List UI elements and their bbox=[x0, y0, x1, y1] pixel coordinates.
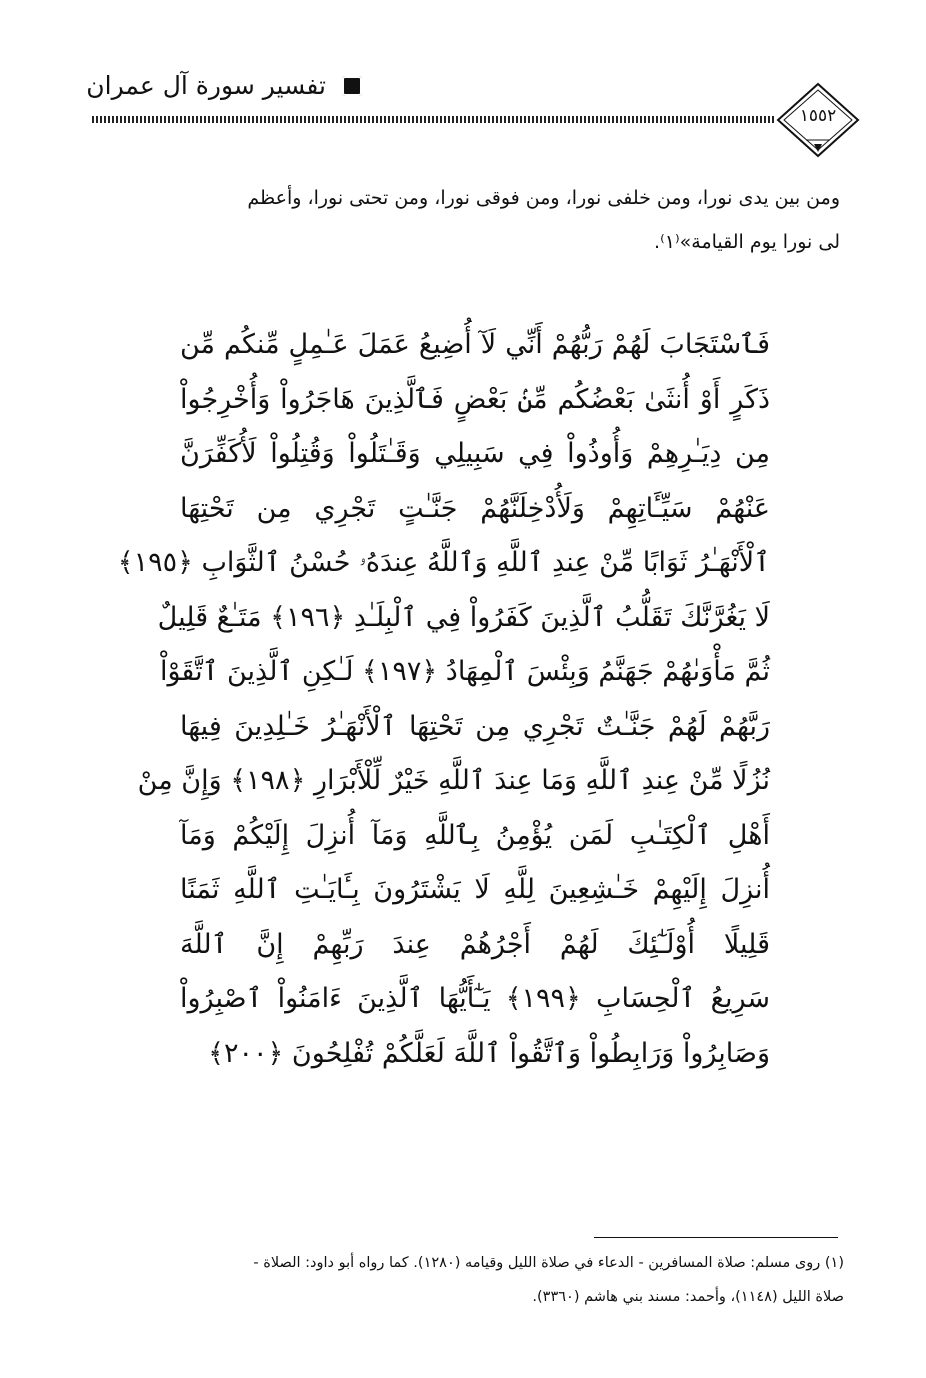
footnote-line: (١) روى مسلم: صلاة المسافرين - الدعاء في صلاة الليل وقيامه (١٢٨٠). كما رواه أبو داود: الصلاة - bbox=[253, 1255, 844, 1271]
verse-line: عَنْهُمْ سَيِّـَٔاتِهِمْ وَلَأُدْخِلَنَّهُمْ جَنَّـٰتٍ تَجْرِي مِن تَحْتِهَا bbox=[180, 492, 770, 524]
header-title: تفسير سورة آل عمران bbox=[86, 71, 326, 100]
page-number-badge bbox=[776, 82, 860, 162]
verse-line: ذَكَرٍ أَوْ أُنثَىٰ بَعْضُكُم مِّنۢ بَعْضٍ فَٱلَّذِينَ هَاجَرُواْ وَأُخْرِجُواْ bbox=[180, 383, 770, 415]
verse-line: ثُمَّ مَأْوَىٰهُمْ جَهَنَّمُ وَبِئْسَ ٱلْمِهَادُ ﴿١٩٧﴾ لَـٰكِنِ ٱلَّذِينَ ٱتَّقَوْاْ bbox=[159, 656, 770, 687]
header-rule bbox=[92, 116, 776, 123]
verse-line: رَبَّهُمْ لَهُمْ جَنَّـٰتٌ تَجْرِي مِن تَحْتِهَا ٱلْأَنْهَـٰرُ خَـٰلِدِينَ فِيهَا bbox=[180, 710, 770, 742]
running-header bbox=[82, 66, 362, 106]
footnote bbox=[84, 1246, 844, 1314]
ornament-icon bbox=[342, 76, 362, 96]
verse-line: فَٱسْتَجَابَ لَهُمْ رَبُّهُمْ أَنِّي لَآ أُضِيعُ عَمَلَ عَـٰمِلٍ مِّنكُم مِّن bbox=[180, 329, 770, 360]
verse-line: نُزُلًا مِّنْ عِندِ ٱللَّهِ وَمَا عِندَ ٱللَّهِ خَيْرٌ لِّلْأَبْرَارِ ﴿١٩٨﴾ وَإِنَّ مِنْ bbox=[137, 765, 770, 796]
intro-text bbox=[100, 176, 840, 264]
footnote-line: صلاة الليل (١١٤٨)، وأحمد: مسند بني هاشم (٣٣٦٠). bbox=[532, 1289, 844, 1305]
footnote-rule bbox=[594, 1237, 838, 1238]
verse-line: مِن دِيَـٰرِهِمْ وَأُوذُواْ فِي سَبِيلِي وَقَـٰتَلُواْ وَقُتِلُواْ لَأُكَفِّرَنَّ bbox=[180, 438, 770, 469]
verse-line: قَلِيلًا أُوْلَـٰٓئِكَ لَهُمْ أَجْرُهُمْ عِندَ رَبِّهِمْ إِنَّ ٱللَّهَ bbox=[180, 928, 770, 960]
verse-line: سَرِيعُ ٱلْحِسَابِ ﴿١٩٩﴾ يَـٰٓأَيُّهَا ٱلَّذِينَ ءَامَنُواْ ٱصْبِرُواْ bbox=[180, 983, 770, 1014]
verse-line: ٱلْأَنْهَـٰرُ ثَوَابًا مِّنْ عِندِ ٱللَّهِ وَٱللَّهُ عِندَهُۥ حُسْنُ ٱلثَّوَابِ ﴿١٩٥﴾ bbox=[117, 547, 770, 578]
verse-line: أَهْلِ ٱلْكِتَـٰبِ لَمَن يُؤْمِنُ بِٱللَّهِ وَمَآ أُنزِلَ إِلَيْكُمْ وَمَآ bbox=[180, 819, 770, 851]
verse-line: أُنزِلَ إِلَيْهِمْ خَـٰشِعِينَ لِلَّهِ لَا يَشْتَرُونَ بِـَٔايَـٰتِ ٱللَّهِ ثَمَنًا bbox=[180, 874, 770, 905]
intro-line: لى نورا يوم القيامة»⁽١⁾. bbox=[654, 231, 840, 253]
verse-line: وَصَابِرُواْ وَرَابِطُواْ وَٱتَّقُواْ ٱللَّهَ لَعَلَّكُمْ تُفْلِحُونَ ﴿٢٠٠﴾ bbox=[208, 1037, 770, 1069]
verse-line: لَا يَغُرَّنَّكَ تَقَلُّبُ ٱلَّذِينَ كَفَرُواْ فِي ٱلْبِلَـٰدِ ﴿١٩٦﴾ مَتَـٰعٌ قَلِيلٌ bbox=[157, 601, 770, 633]
quran-verses bbox=[117, 318, 770, 1081]
page-number: ١٥٥٢ bbox=[799, 106, 837, 126]
intro-line: ومن بين يدى نورا، ومن خلفى نورا، ومن فوقى نورا، ومن تحتى نورا، وأعظم bbox=[247, 187, 840, 209]
